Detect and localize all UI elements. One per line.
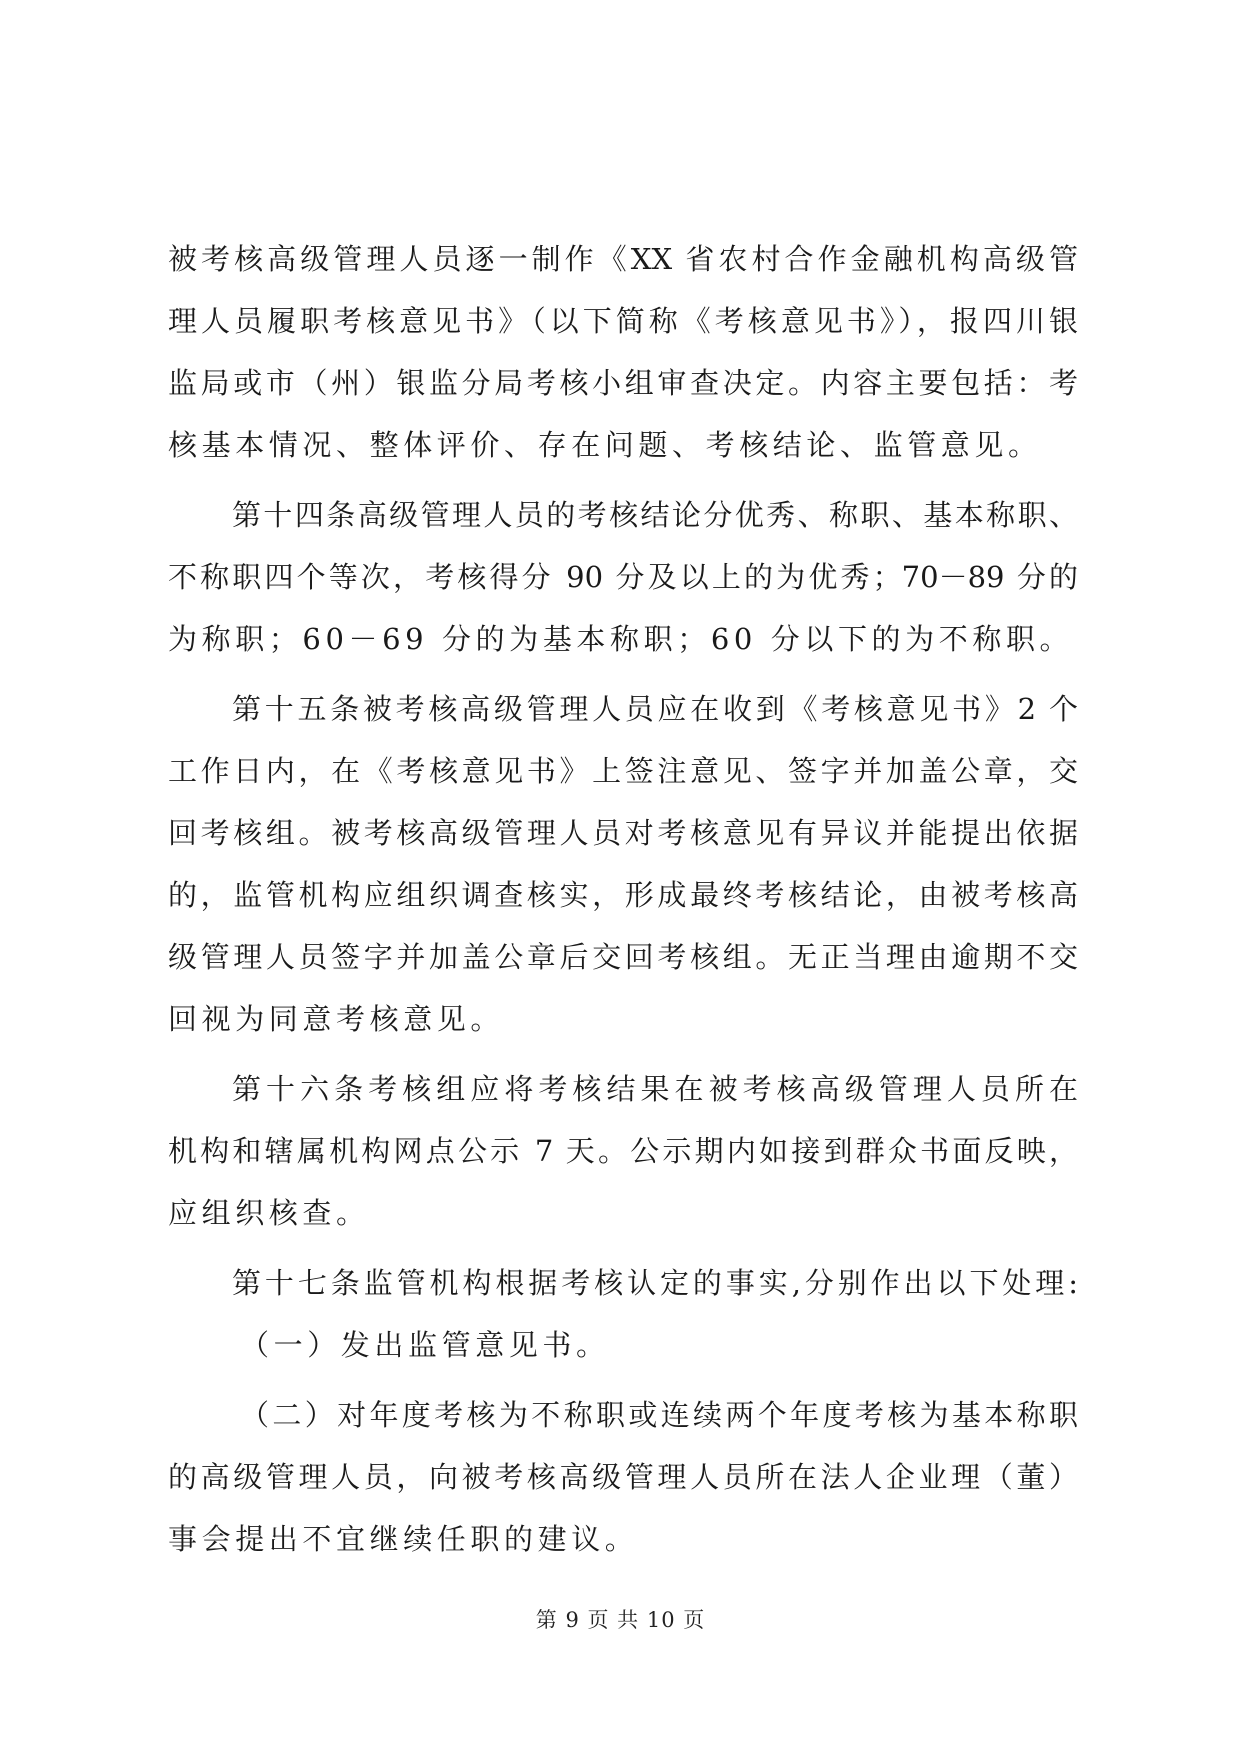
list-item-2	[168, 1384, 1078, 1570]
text-line: 应组织核查。	[168, 1196, 370, 1230]
paragraph-article-17	[168, 1252, 1078, 1314]
paragraph	[168, 228, 1078, 476]
paragraph-article-16	[168, 1058, 1078, 1244]
text-line: 第十四条高级管理人员的考核结论分优秀、称职、基本称职、	[232, 498, 1078, 532]
paragraph-article-15	[168, 678, 1078, 1050]
page-number-footer: 第 9 页 共 10 页	[535, 1608, 706, 1632]
text-line: （一）发出监管意见书。	[240, 1328, 610, 1362]
text-line: 第十六条考核组应将考核结果在被考核高级管理人员所在	[232, 1072, 1078, 1106]
text-line: 的，监管机构应组织调查核实，形成最终考核结论，由被考核高	[168, 878, 1078, 912]
text-line: 回视为同意考核意见。	[168, 1002, 505, 1036]
text-line: 理人员履职考核意见书》（以下简称《考核意见书》），报四川银	[168, 304, 1078, 338]
text-line: 级管理人员签字并加盖公章后交回考核组。无正当理由逾期不交	[168, 940, 1078, 974]
text-line: 的高级管理人员，向被考核高级管理人员所在法人企业理（董）	[168, 1460, 1078, 1494]
text-line: （二）对年度考核为不称职或连续两个年度考核为基本称职	[240, 1398, 1078, 1432]
text-line: 回考核组。被考核高级管理人员对考核意见有异议并能提出依据	[168, 816, 1078, 850]
paragraph-article-14	[168, 484, 1078, 670]
document-body	[168, 228, 1078, 1570]
text-line: 被考核高级管理人员逐一制作《XX 省农村合作金融机构高级管	[168, 242, 1078, 276]
list-item-1	[168, 1314, 1078, 1376]
text-line: 为称职；60－69 分的为基本称职；60 分以下的为不称职。	[168, 622, 1074, 656]
text-line: 不称职四个等次，考核得分 90 分及以上的为优秀；70－89 分的	[168, 560, 1078, 594]
text-line: 工作日内，在《考核意见书》上签注意见、签字并加盖公章，交	[168, 754, 1078, 788]
text-line: 第十七条监管机构根据考核认定的事实,分别作出以下处理:	[232, 1266, 1078, 1300]
text-line: 机构和辖属机构网点公示 7 天。公示期内如接到群众书面反映，	[168, 1134, 1078, 1168]
text-line: 第十五条被考核高级管理人员应在收到《考核意见书》2 个	[232, 692, 1078, 726]
text-line: 事会提出不宜继续任职的建议。	[168, 1522, 639, 1556]
text-line: 核基本情况、整体评价、存在问题、考核结论、监管意见。	[168, 428, 1042, 462]
text-line: 监局或市（州）银监分局考核小组审查决定。内容主要包括：考	[168, 366, 1078, 400]
